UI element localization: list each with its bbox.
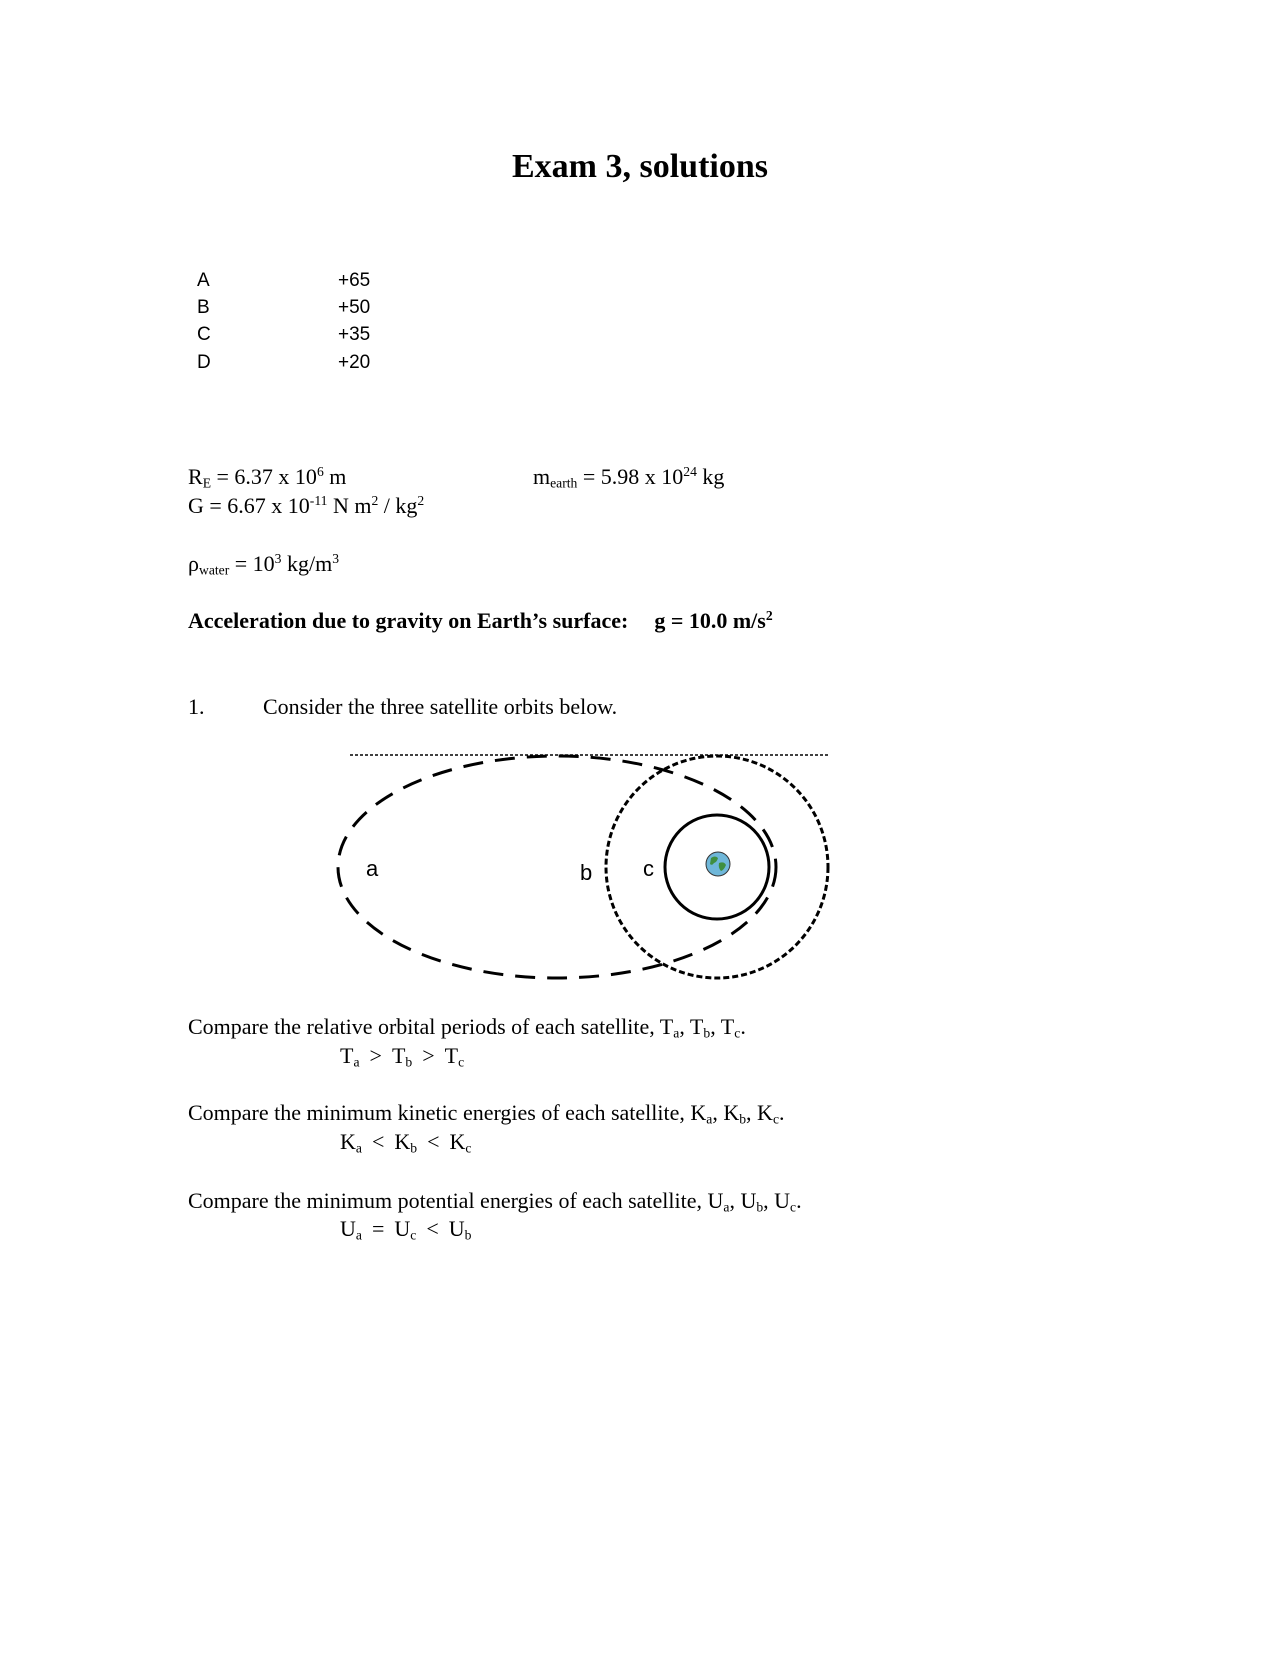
subscript: c xyxy=(410,1227,417,1243)
potential-energy-answer xyxy=(340,1216,471,1242)
exponent: 2 xyxy=(371,492,379,508)
symbol: ρ xyxy=(188,551,199,576)
value: = 5.98 x 10 xyxy=(577,464,684,489)
exponent: 2 xyxy=(765,607,773,623)
exponent: 2 xyxy=(417,492,425,508)
grade-letter: D xyxy=(197,352,211,373)
exponent: -11 xyxy=(309,492,328,508)
subscript: b xyxy=(756,1199,764,1215)
symbol: U xyxy=(448,1216,465,1241)
operator: < xyxy=(426,1216,439,1241)
orbit-c-label: c xyxy=(643,856,654,881)
symbol: K xyxy=(394,1129,411,1154)
subscript: c xyxy=(458,1054,465,1070)
subscript: a xyxy=(355,1227,362,1243)
value: = 6.37 x 10 xyxy=(211,464,317,489)
unit: / kg xyxy=(378,493,418,518)
orbit-b-label: b xyxy=(580,860,593,885)
orbit-a-label: a xyxy=(366,856,379,881)
grade-letter: C xyxy=(197,324,211,345)
grade-points: +50 xyxy=(338,297,371,318)
subscript: a xyxy=(353,1054,360,1070)
subscript: c xyxy=(790,1199,797,1215)
earth-radius-constant xyxy=(188,464,346,490)
subscript: E xyxy=(202,475,212,491)
operator: < xyxy=(427,1129,440,1154)
period-question: Compare the relative orbital periods of each satellite, $T_a$, $T_b$, $T_c$. xyxy=(188,1014,746,1041)
potential-energy-question: Compare the minimum potential energies of each satellite, $U_a$, $U_b$, $U_c$. xyxy=(188,1188,802,1215)
earth-mass-constant xyxy=(533,464,724,490)
subscript: c xyxy=(465,1140,472,1156)
gravity-acceleration-line xyxy=(188,608,773,634)
subscript: b xyxy=(703,1025,711,1041)
operator: > xyxy=(422,1043,435,1068)
page-title: Exam 3, solutions xyxy=(512,148,768,185)
gravitational-constant xyxy=(188,493,424,519)
unit: kg/m xyxy=(281,551,333,576)
symbol: T xyxy=(340,1043,354,1068)
symbol: K xyxy=(723,1100,740,1125)
symbol: U xyxy=(340,1216,356,1241)
symbol: T xyxy=(444,1043,459,1068)
question-text: Consider the three satellite orbits below. xyxy=(263,694,618,719)
symbol: T xyxy=(391,1043,406,1068)
unit: m xyxy=(323,464,347,489)
subscript: b xyxy=(739,1111,747,1127)
exponent: 6 xyxy=(316,463,324,479)
unit: N m xyxy=(327,493,372,518)
symbol: K xyxy=(449,1129,466,1154)
label: Acceleration due to gravity on Earth’s surface: xyxy=(188,608,629,633)
exponent: 3 xyxy=(274,550,282,566)
symbol: R xyxy=(188,464,203,489)
value: = 10 xyxy=(229,551,275,576)
symbol: K xyxy=(757,1100,773,1125)
prompt: Compare the minimum potential energies of each satellite, U xyxy=(188,1188,724,1213)
subscript: water xyxy=(198,562,230,578)
prompt: Compare the minimum kinetic energies of each satellite, K xyxy=(188,1100,707,1125)
question-number: 1. xyxy=(188,694,205,719)
grade-points: +20 xyxy=(338,352,371,373)
prompt: Compare the relative orbital periods of each satellite, T xyxy=(188,1014,674,1039)
period-answer xyxy=(340,1043,464,1069)
grade-letter: B xyxy=(197,297,210,318)
grade-letter: A xyxy=(197,270,210,291)
value: G = 6.67 x 10 xyxy=(188,493,310,518)
grade-points: +35 xyxy=(338,324,371,345)
value: g = 10.0 m/s xyxy=(654,608,766,633)
grade-points: +65 xyxy=(338,270,371,291)
symbol: U xyxy=(394,1216,411,1241)
subscript: a xyxy=(706,1111,713,1127)
subscript: earth xyxy=(550,475,578,491)
subscript: c xyxy=(772,1111,779,1127)
subscript: b xyxy=(410,1140,418,1156)
subscript: b xyxy=(405,1054,413,1070)
symbol: T xyxy=(689,1014,704,1039)
symbol: K xyxy=(340,1129,356,1154)
unit: kg xyxy=(696,464,725,489)
operator: > xyxy=(369,1043,382,1068)
orbit-diagram xyxy=(330,745,840,990)
kinetic-energy-question: Compare the minimum kinetic energies of each satellite, $K_a$, $K_b$, $K_c$. xyxy=(188,1100,785,1127)
symbol: U xyxy=(774,1188,791,1213)
kinetic-energy-answer xyxy=(340,1129,471,1155)
subscript: c xyxy=(734,1025,741,1041)
operator: < xyxy=(371,1129,385,1154)
subscript: b xyxy=(464,1227,472,1243)
exponent: 3 xyxy=(332,550,340,566)
symbol: T xyxy=(720,1014,735,1039)
subscript: a xyxy=(723,1199,730,1215)
exponent: 24 xyxy=(683,463,697,479)
symbol: m xyxy=(533,464,551,489)
operator: = xyxy=(371,1216,385,1241)
water-density-constant xyxy=(188,551,339,577)
earth-globe-icon xyxy=(706,852,730,876)
subscript: a xyxy=(355,1140,362,1156)
symbol: U xyxy=(740,1188,757,1213)
subscript: a xyxy=(673,1025,680,1041)
